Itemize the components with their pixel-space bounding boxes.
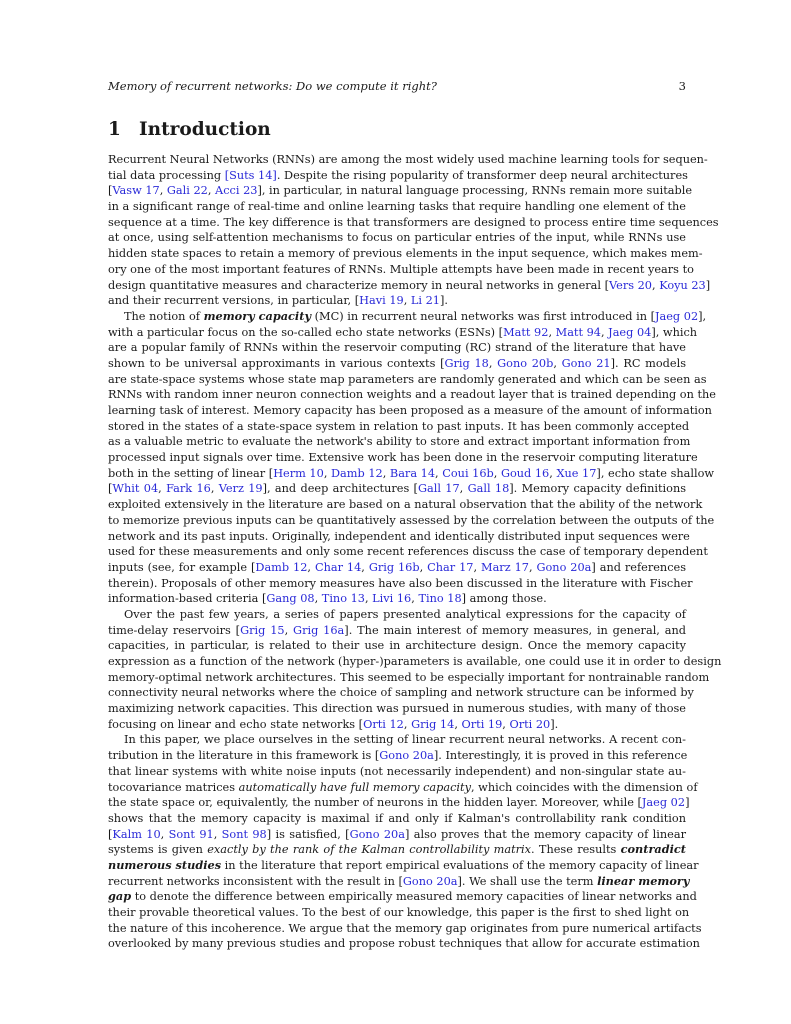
citation-link[interactable]: Jaeg 02: [641, 796, 686, 810]
text-run: ,: [307, 560, 315, 574]
body-text: [108, 152, 722, 952]
citation-link[interactable]: Herm 10: [273, 466, 324, 480]
text-run: stored in the states of a state-space system in relation to past inputs. It has been commonly accepted: [108, 419, 690, 433]
emphasized-term: numerous studies: [108, 857, 222, 872]
citation-link[interactable]: Gall 18: [467, 482, 510, 496]
citation-link[interactable]: Grig 15: [240, 623, 285, 637]
text-run: ]. Memory capacity definitions: [509, 482, 687, 496]
citation-link[interactable]: Gono 20a: [349, 827, 405, 841]
text-line: [108, 183, 693, 199]
text-line: [108, 199, 686, 215]
text-line: [108, 795, 690, 811]
text-run: in the literature that report empirical evaluations of the memory capacity of linear: [221, 858, 699, 872]
text-run: In this paper, we place ourselves in the setting of linear recurrent neural networks. A recent con-: [124, 733, 686, 747]
citation-link[interactable]: Gono 20b: [497, 356, 554, 370]
emphasized-term: contradict: [620, 842, 687, 857]
text-line: [108, 372, 707, 388]
text-run: ]: [685, 796, 690, 810]
text-run: Recurrent Neural Networks (RNNs) are among the most widely used machine learning tools for sequen-: [108, 153, 708, 166]
text-run: ,: [364, 592, 373, 606]
text-run: ] also proves that the memory capacity of linear: [404, 827, 686, 841]
text-line: [108, 325, 698, 341]
text-run: ,: [207, 184, 216, 198]
text-line: [108, 936, 700, 952]
citation-link[interactable]: Vers 20: [609, 278, 652, 292]
text-line: [108, 889, 697, 905]
citation-link[interactable]: Sont 98: [221, 827, 267, 841]
text-run: both in the setting of linear [: [108, 466, 274, 480]
text-run: ].: [440, 294, 448, 308]
citation-link[interactable]: Fark 16: [166, 482, 211, 496]
text-line: [108, 685, 694, 701]
citation-link[interactable]: Grig 18: [444, 356, 489, 370]
citation-link[interactable]: Orti 19: [461, 717, 503, 731]
text-line: [108, 654, 722, 670]
citation-link[interactable]: Gono 20a: [536, 560, 592, 574]
text-line: [108, 921, 702, 937]
text-run: are state-space systems whose state map parameters are randomly generated and which can be seen as: [108, 372, 707, 386]
text-run: exploited extensively in the literature are based on a natural observation that the ability of the network: [108, 498, 703, 512]
text-run: ,: [323, 466, 331, 480]
citation-link[interactable]: Tino 13: [321, 592, 365, 606]
citation-link[interactable]: Gono 20a: [379, 749, 434, 763]
text-line: [108, 434, 691, 450]
text-run: [: [108, 482, 113, 496]
text-run: ,: [403, 717, 412, 731]
emphasized-term: gap: [108, 889, 132, 904]
citation-link[interactable]: Kalm 10: [112, 827, 161, 841]
text-line: [108, 670, 710, 686]
citation-link[interactable]: Vasw 17: [112, 184, 160, 198]
text-line: [108, 717, 686, 733]
text-line: [108, 607, 686, 623]
text-line: [108, 387, 716, 403]
text-run: (MC) in recurrent neural networks was first introduced in [: [311, 309, 655, 323]
text-line: [108, 340, 686, 356]
citation-link[interactable]: Bara 14: [389, 466, 436, 480]
text-run: sequence at a time. The key difference is that transformers are designed to process entire time sequences: [108, 215, 719, 229]
text-run: ]. The main interest of memory measures, in general, and: [344, 623, 686, 637]
text-run: tocovariance matrices: [108, 780, 239, 794]
citation-link[interactable]: Li 21: [410, 294, 440, 308]
text-run: design quantitative measures and characterize memory in neural networks in general [: [108, 278, 610, 292]
text-run: [: [108, 827, 113, 841]
text-run: inputs (see, for example [: [108, 560, 256, 574]
text-run: maximizing network capacities. This direction was pursued in numerous studies, with many of those: [108, 702, 686, 716]
text-run: focusing on linear and echo state networks [: [108, 717, 364, 731]
text-line: [108, 638, 686, 654]
citation-link[interactable]: Gono 21: [561, 356, 611, 370]
text-run: ] among those.: [461, 592, 547, 606]
citation-link[interactable]: [Suts 14]: [224, 168, 277, 182]
text-run: ,: [502, 717, 510, 731]
text-run: ,: [600, 325, 609, 339]
text-run: ] is satisfied, [: [266, 827, 350, 841]
paragraph: [108, 732, 702, 952]
text-line: [108, 497, 703, 513]
running-title: Memory of recurrent networks: Do we compute it right?: [108, 79, 437, 93]
citation-link[interactable]: Char 14: [314, 560, 362, 574]
text-run: shows that the memory capacity is maximal if and only if Kalman's controllability rank condition: [108, 811, 686, 825]
citation-link[interactable]: Grig 16b: [368, 560, 420, 574]
citation-link[interactable]: Verz 19: [218, 482, 263, 496]
text-run: used for these measurements and only some recent references discuss the case of temporary dependent: [108, 545, 708, 559]
text-run: ,: [548, 325, 556, 339]
text-run: the state space or, equivalently, the number of neurons in the hidden layer. Moreover, while [: [108, 796, 642, 810]
text-run: ], which: [651, 325, 698, 339]
text-line: [108, 811, 686, 827]
text-run: ]: [705, 278, 711, 292]
text-line: [108, 466, 715, 482]
text-run: capacities, in particular, is related to their use in architecture design. Once the memory capacity: [108, 639, 686, 653]
text-run: ].: [550, 717, 559, 731]
citation-link[interactable]: Gali 22: [166, 184, 208, 198]
text-line: [108, 780, 698, 796]
text-run: therein). Proposals of other memory measures have also been discussed in the literature with Fischer: [108, 576, 693, 590]
text-run: ]. RC models: [610, 356, 687, 370]
text-line: [108, 529, 690, 545]
citation-link[interactable]: Matt 92: [503, 325, 549, 339]
text-line: [108, 293, 686, 309]
text-run: ,: [549, 466, 557, 480]
page-number: 3: [678, 79, 686, 93]
text-line: [108, 246, 703, 262]
text-run: ,: [553, 356, 562, 370]
text-line: [108, 905, 690, 921]
text-run: ,: [382, 466, 390, 480]
text-line: [108, 513, 715, 529]
text-run: are a popular family of RNNs within the reservoir computing (RC) strand of the literature that have: [108, 341, 686, 355]
citation-link[interactable]: Marz 17: [481, 560, 529, 574]
citation-link[interactable]: Acci 23: [215, 184, 258, 198]
text-run: ,: [528, 560, 537, 574]
text-line: [108, 591, 686, 607]
text-line: [108, 356, 686, 372]
citation-link[interactable]: Coui 16b: [442, 466, 494, 480]
text-line: [108, 701, 686, 717]
citation-link[interactable]: Char 17: [427, 560, 474, 574]
text-run: RNNs with random inner neuron connection weights and a readout layer that is trained depending on the: [108, 388, 716, 402]
text-run: ,: [488, 356, 498, 370]
text-run: ,: [159, 184, 167, 198]
section-title: Introduction: [139, 119, 271, 140]
text-run: ,: [314, 592, 322, 606]
text-run: ], echo state shallow: [596, 466, 715, 480]
citation-link[interactable]: Sont 91: [168, 827, 214, 841]
italic-text: automatically have full memory capacity: [238, 780, 471, 794]
citation-link[interactable]: Livi 16: [372, 592, 412, 606]
text-line: [108, 450, 698, 466]
text-run: systems is given: [108, 843, 208, 857]
text-run: that linear systems with white noise inputs (not necessarily independent) and non-singular state au-: [108, 764, 686, 778]
text-run: ,: [160, 827, 169, 841]
text-run: ,: [435, 466, 443, 480]
text-run: ,: [213, 827, 222, 841]
section-heading: [108, 118, 271, 142]
text-run: information-based criteria [: [108, 592, 267, 606]
text-line: [108, 230, 686, 246]
text-run: ],: [698, 309, 707, 323]
text-line: [108, 278, 711, 294]
text-run: ,: [284, 623, 294, 637]
citation-link[interactable]: Damb 12: [255, 560, 308, 574]
text-run: the nature of this incoherence. We argue that the memory gap originates from pure numerical artifacts: [108, 921, 702, 935]
citation-link[interactable]: Gall 17: [417, 482, 460, 496]
citation-link[interactable]: Goud 16: [500, 466, 550, 480]
text-line: [108, 827, 686, 843]
text-line: [108, 308, 707, 325]
text-run: Over the past few years, a series of papers presented analytical expressions for the capacity of: [124, 607, 686, 621]
text-run: ], in particular, in natural language processing, RNNs remain more suitable: [257, 184, 693, 198]
text-line: [108, 764, 686, 780]
text-run: recurrent networks inconsistent with the result in [: [108, 874, 403, 888]
citation-link[interactable]: Grig 16a: [293, 623, 345, 637]
text-line: [108, 623, 686, 639]
text-line: [108, 576, 693, 592]
citation-link[interactable]: Gang 08: [266, 592, 315, 606]
citation-link[interactable]: Jaeg 02: [654, 309, 699, 323]
text-run: to memorize previous inputs can be quantitatively assessed by the correlation between the outputs of the: [108, 513, 715, 527]
text-run: ,: [652, 278, 660, 292]
citation-link[interactable]: Tino 18: [418, 592, 462, 606]
text-run: learning task of interest. Memory capacity has been proposed as a measure of the amount of information: [108, 404, 712, 417]
text-run: ,: [459, 482, 468, 496]
text-line: [108, 403, 712, 419]
text-run: ory one of the most important features of RNNs. Multiple attempts have been made in recent years to: [108, 262, 694, 276]
citation-link[interactable]: Xue 17: [556, 466, 597, 480]
text-line: [108, 262, 694, 278]
text-run: ], and deep architectures [: [262, 482, 418, 496]
text-run: processed input signals over time. Extensive work has been done in the reservoir computing literature: [108, 451, 698, 465]
text-line: [108, 419, 690, 435]
text-line: [108, 544, 708, 560]
text-run: overlooked by many previous studies and propose robust techniques that allow for accurate estimation: [108, 937, 700, 951]
emphasized-term: linear memory: [597, 873, 690, 888]
text-line: [108, 732, 686, 748]
text-line: [108, 152, 708, 168]
text-run: ,: [454, 717, 462, 731]
text-run: , which coincides with the dimension of: [470, 780, 698, 794]
text-line: [108, 481, 686, 497]
text-run: shown to be universal approximants in various contexts [: [108, 356, 445, 370]
text-run: ,: [210, 482, 219, 496]
paragraph: [108, 308, 716, 607]
citation-link[interactable]: Jaeg 04: [608, 325, 652, 339]
text-run: ,: [403, 294, 411, 308]
text-run: ,: [411, 592, 419, 606]
citation-link[interactable]: Whit 04: [112, 482, 159, 496]
text-run: ]. Interestingly, it is proved in this reference: [433, 749, 688, 763]
text-run: [: [108, 184, 113, 198]
citation-link[interactable]: Damb 12: [331, 466, 383, 480]
emphasized-term: memory capacity: [203, 308, 312, 323]
text-run: as a valuable metric to evaluate the network's ability to store and extract important information from: [108, 435, 691, 449]
text-run: ,: [361, 560, 369, 574]
citation-link[interactable]: Matt 94: [555, 325, 601, 339]
section-number: 1: [108, 119, 121, 140]
text-run: in a significant range of real-time and online learning tasks that require handling one element of the: [108, 200, 686, 214]
text-run: ,: [419, 560, 428, 574]
text-line: [108, 560, 686, 576]
text-line: [108, 748, 686, 764]
text-run: ,: [158, 482, 167, 496]
text-run: memory-optimal network architectures. This seemed to be especially important for nontrainable random: [108, 670, 710, 684]
text-run: tial data processing: [108, 168, 225, 182]
text-run: ]. We shall use the term: [457, 874, 598, 888]
text-run: with a particular focus on the so-called echo state networks (ESNs) [: [108, 325, 504, 339]
text-run: hidden state spaces to retain a memory of previous elements in the input sequence, which makes mem-: [108, 247, 703, 261]
citation-link[interactable]: Grig 14: [411, 717, 455, 731]
text-run: time-delay reservoirs [: [108, 623, 241, 637]
citation-link[interactable]: Gono 20a: [402, 874, 458, 888]
text-run: at once, using self-attention mechanisms to focus on particular entries of the input, while RNNs use: [108, 231, 686, 245]
citation-link[interactable]: Orti 20: [509, 717, 551, 731]
citation-link[interactable]: Orti 12: [363, 717, 404, 731]
text-run: ] and references: [591, 560, 687, 574]
paragraph: [108, 152, 719, 309]
text-run: and their recurrent versions, in particular, [: [108, 294, 360, 308]
citation-link[interactable]: Koyu 23: [659, 278, 706, 292]
text-line: [108, 168, 686, 184]
text-line: [108, 215, 719, 231]
text-run: connectivity neural networks where the choice of sampling and network structure can be informed by: [108, 686, 694, 700]
paragraph: [108, 607, 722, 733]
text-line: [108, 873, 690, 890]
running-header: [108, 79, 686, 93]
text-run: tribution in the literature in this framework is [: [108, 749, 380, 763]
text-run: their provable theoretical values. To the best of our knowledge, this paper is the first to shed light on: [108, 906, 690, 919]
italic-text: exactly by the rank of the Kalman controllability matrix: [207, 843, 532, 857]
text-run: . These results: [531, 843, 621, 857]
text-run: The notion of: [124, 309, 204, 323]
text-run: network and its past inputs. Originally, independent and identically distributed input sequences were: [108, 529, 690, 543]
text-run: expression as a function of the network (hyper-)parameters is available, one could use it in order to design: [108, 655, 722, 668]
text-line: [108, 857, 699, 874]
text-line: [108, 842, 686, 858]
text-run: ,: [473, 560, 481, 574]
text-run: ,: [493, 466, 501, 480]
text-run: . Despite the rising popularity of transformer deep neural architectures: [276, 168, 688, 182]
text-run: to denote the difference between empirically measured memory capacities of linear networks and: [131, 890, 697, 904]
citation-link[interactable]: Havi 19: [359, 294, 404, 308]
